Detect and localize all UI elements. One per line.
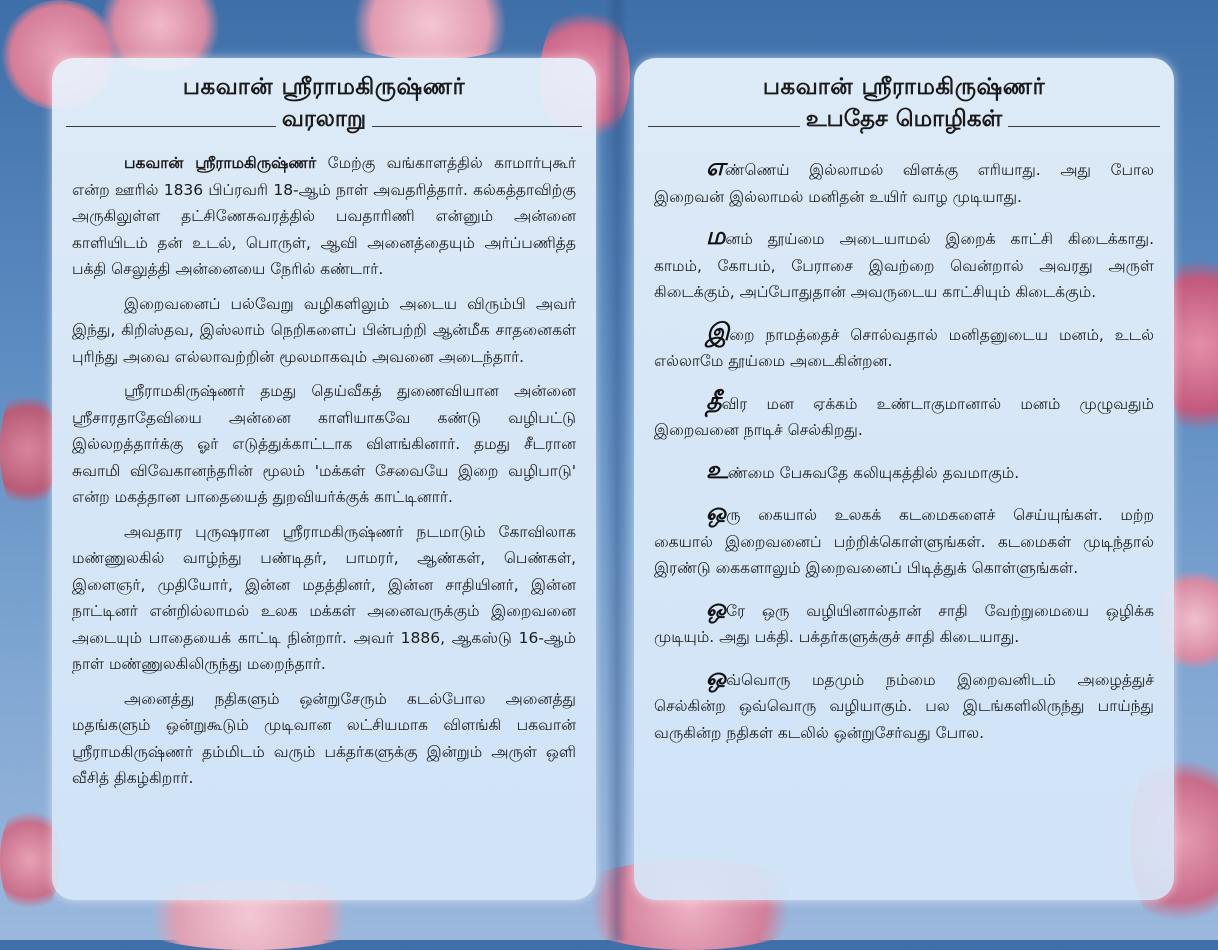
saying-initial: ஒ [706,497,727,526]
teachings-panel [634,58,1174,900]
teachings-subtitle: உபதேச மொழிகள் [805,105,1003,132]
history-title: பகவான் ஸ்ரீராமகிருஷ்ணர் [182,73,466,100]
saying-item: இறை நாமத்தைச் சொல்வதால் மனிதனுடைய மனம், உடல் எல்லாமே தூய்மை அடைகின்றன. [654,316,1154,370]
history-paragraph: அனைத்து நதிகளும் ஒன்றுசேரும் கடல்போல அனைத்து மதங்களும் ஒன்றுகூடும் முடிவான லட்சியமாக விளங்கி பகவான் ஸ்ரீராமகிருஷ்ணர் தம்மிடம் வரும் பக்தர்களுக்கு இன்றும் அருள் ஒளி வீசித் திகழ்கிறார். [72,689,576,787]
saying-initial: ம [706,221,726,250]
page-fold [606,0,628,940]
saying-item: எண்ணெய் இல்லாமல் விளக்கு எரியாது. அது போல இறைவன் இல்லாமல் மனிதன் உயிர் வாழ முடியாது. [654,152,1154,206]
saying-initial: ஒ [706,661,727,691]
saying-item: மனம் தூய்மை அடையாமல் இறைக் காட்சி கிடைக்காது. காமம், கோபம், பேராசை இவற்றை வென்றால் அவரது அருள் கிடைக்கும், அப்போதுதான் அவருடைய காட்சியும் கிடைக்கும். [654,221,1154,301]
history-paragraph: பகவான் ஸ்ரீராமகிருஷ்ணர் மேற்கு வங்காளத்தில் காமார்புகூர் என்ற ஊரில் 1836 பிப்ரவரி 18-ஆம் நாள் அவதரித்தார். கல்கத்தாவிற்கு அருகிலுள்ள தட்சிணேசுவரத்தில் பவதாரிணி என்னும் அன்னை காளியிடம் தன் உடல், பொருள், ஆவி அனைத்தையும் அர்ப்பணித்த பக்தி செலுத்தி அன்னையை நேரில் கண்டார். [72,154,576,278]
saying-initial: எ [706,152,725,181]
history-panel [52,58,596,900]
history-subtitle: வரலாறு [281,105,367,132]
saying-initial: ஒ [706,592,727,622]
title-rule-left [66,126,276,127]
saying-item: தீவிர மன ஏக்கம் உண்டாகுமானால் மனம் முழுவதும் இறைவனை நாடிச் செல்கிறது. [654,385,1154,439]
intro-name: பகவான் ஸ்ரீராமகிருஷ்ணர் [124,154,317,172]
teachings-subtitle-row [648,104,1160,134]
saying-item: ஒவ்வொரு மதமும் நம்மை இறைவனிடம் அழைத்துச் செல்கின்ற ஒவ்வொரு வழியாகும். பல இடங்களிலிருந்து பாய்ந்து வருகின்ற நதிகள் கடலில் ஒன்றுசேர்வது போல. [654,661,1154,742]
history-body [72,150,576,792]
title-rule-right [372,126,582,127]
teachings-body [654,154,1154,746]
saying-initial: உ [706,454,728,484]
saying-item: உண்மை பேசுவதே கலியுகத்தில் தவமாகும். [706,454,1020,484]
saying-item: ஒரு கையால் உலகக் கடமைகளைச் செய்யுங்கள். மற்ற கையால் இறைவனைப் பற்றிக்கொள்ளுங்கள். கடமைகள் முடிந்தால் இரண்டு கைகளாலும் இறைவனைப் பிடித்துக் கொள்ளுங்கள். [654,497,1154,577]
history-paragraph: ஸ்ரீராமகிருஷ்ணர் தமது தெய்வீகத் துணைவியான அன்னை ஸ்ரீசாரதாதேவியை அன்னை காளியாகவே கண்டு வழிபட்டு இல்லறத்தார்க்கு ஓர் எடுத்துக்காட்டாக விளங்கினார். தமது சீடரான சுவாமி விவேகானந்தரின் மூலம் 'மக்கள் சேவையே இறை வழிபாடு' என்ற மகத்தான பாதையைத் துறவியர்க்குக் காட்டினார். [72,382,576,506]
saying-item: ஒரே ஒரு வழியினால்தான் சாதி வேற்றுமையை ஒழிக்க முடியும். அது பக்தி. பக்தர்களுக்குச் சாதி கிடையாது. [654,592,1154,646]
saying-initial: தீ [706,385,722,415]
history-subtitle-row [66,104,582,134]
title-rule-left [648,126,800,127]
title-rule-right [1008,126,1160,127]
history-paragraph: இறைவனைப் பல்வேறு வழிகளிலும் அடைய விரும்பி அவர் இந்து, கிறிஸ்தவ, இஸ்லாம் நெறிகளைப் பின்பற்றி ஆன்மீக சாதனைகள் புரிந்து அவை எல்லாவற்றின் மூலமாகவும் அவனை அடைந்தார். [72,294,576,366]
saying-initial: இ [706,316,730,346]
teachings-title: பகவான் ஸ்ரீராமகிருஷ்ணர் [762,73,1046,100]
history-paragraph: அவதார புருஷரான ஸ்ரீராமகிருஷ்ணர் நடமாடும் கோவிலாக மண்ணுலகில் வாழ்ந்து பண்டிதர், பாமரர், ஆண்கள், பெண்கள், இளைஞர், முதியோர், இன்ன மதத்தினர், இன்ன சாதியினர், இன்ன நாட்டினர் என்றில்லாமல் உலக மக்கள் அனைவருக்கும் இறைவனை அடையும் பாதையைக் காட்டி நின்றார். அவர் 1886, ஆகஸ்டு 16-ஆம் நாள் மண்ணுலகிலிருந்து மறைந்தார். [72,522,576,673]
